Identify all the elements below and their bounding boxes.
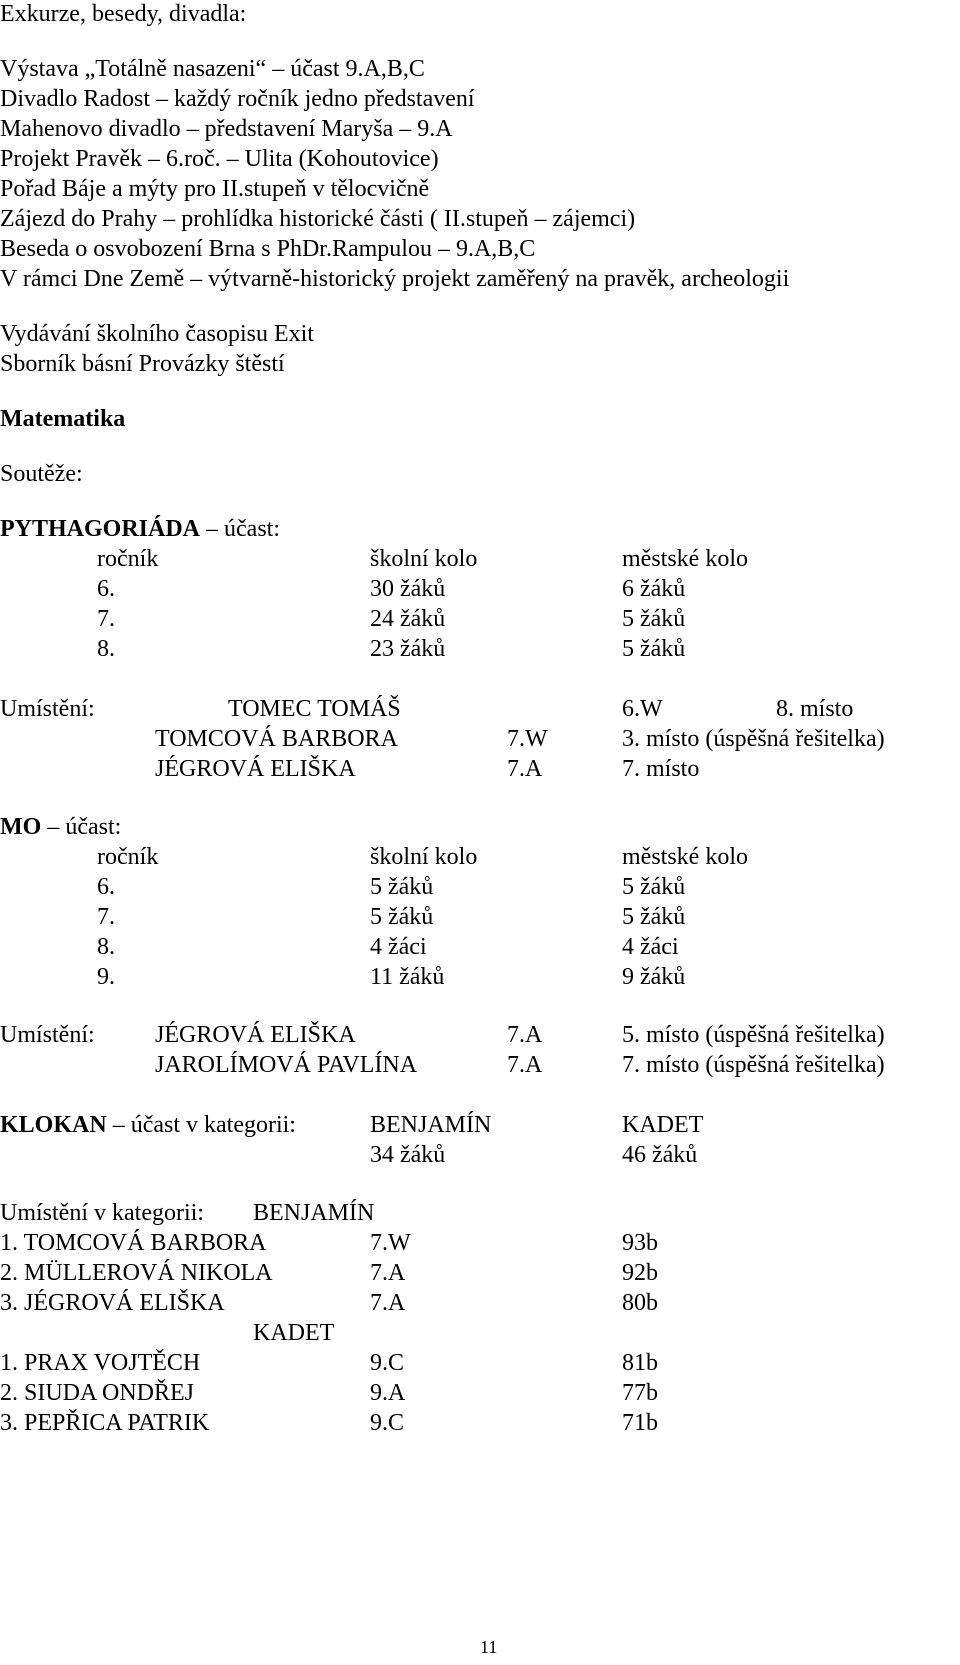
placement-name: TOMEC TOMÁŠ (228, 696, 401, 722)
section-heading-excursions: Exkurze, besedy, divadla: (0, 1, 247, 27)
table-header: školní kolo (370, 844, 478, 870)
placement-class: 7.A (507, 1052, 543, 1078)
result-score: 71b (622, 1410, 658, 1436)
placement-label: Umístění v kategorii: (0, 1200, 204, 1226)
table-cell: 5 žáků (622, 874, 686, 900)
excursion-item: Beseda o osvobození Brna s PhDr.Rampulou – 9.A,B,C (0, 236, 536, 262)
excursion-item: Pořad Báje a mýty pro II.stupeň v tělocvičně (0, 176, 430, 202)
publication-item: Sborník básní Provázky štěstí (0, 351, 285, 377)
category-label: BENJAMÍN (253, 1200, 375, 1226)
placement-rank: 7. místo (622, 756, 700, 782)
placement-name: JÉGROVÁ ELIŠKA (155, 756, 356, 782)
table-cell: 8. (97, 636, 115, 662)
result-class: 9.C (370, 1350, 405, 1376)
table-cell: 30 žáků (370, 576, 446, 602)
table-header: školní kolo (370, 546, 478, 572)
placement-class: 7.W (507, 726, 548, 752)
result-name: 1. PRAX VOJTĚCH (0, 1350, 201, 1376)
contest-name: MO (0, 814, 42, 840)
placement-rank: 7. místo (úspěšná řešitelka) (622, 1052, 885, 1078)
contest-name: PYTHAGORIÁDA (0, 516, 201, 542)
result-class: 9.C (370, 1410, 405, 1436)
contests-label: Soutěže: (0, 461, 83, 487)
excursion-item: Výstava „Totálně nasazeni“ – účast 9.A,B,C (0, 56, 425, 82)
category-count: 46 žáků (622, 1142, 698, 1168)
publication-item: Vydávání školního časopisu Exit (0, 321, 314, 347)
pythagoriada-title (0, 517, 280, 541)
table-header: ročník (97, 546, 159, 572)
table-cell: 6. (97, 576, 115, 602)
table-cell: 5 žáků (622, 606, 686, 632)
table-cell: 5 žáků (622, 904, 686, 930)
category-count: 34 žáků (370, 1142, 446, 1168)
result-class: 7.A (370, 1290, 406, 1316)
result-name: 2. SIUDA ONDŘEJ (0, 1380, 195, 1406)
section-heading-math: Matematika (0, 406, 126, 432)
placement-rank: 8. místo (776, 696, 854, 722)
result-class: 7.W (370, 1230, 411, 1256)
contest-suffix: – účast: (206, 516, 280, 542)
table-cell: 7. (97, 606, 115, 632)
table-header: městské kolo (622, 546, 748, 572)
excursion-item: Divadlo Radost – každý ročník jedno představení (0, 86, 475, 112)
table-cell: 5 žáků (622, 636, 686, 662)
mo-title (0, 815, 121, 839)
result-score: 77b (622, 1380, 658, 1406)
table-cell: 5 žáků (370, 904, 434, 930)
excursion-item: Projekt Pravěk – 6.roč. – Ulita (Kohoutovice) (0, 146, 439, 172)
result-score: 81b (622, 1350, 658, 1376)
table-cell: 5 žáků (370, 874, 434, 900)
result-name: 2. MÜLLEROVÁ NIKOLA (0, 1260, 273, 1286)
category-header: BENJAMÍN (370, 1112, 492, 1138)
category-label: KADET (253, 1320, 335, 1346)
table-cell: 24 žáků (370, 606, 446, 632)
klokan-title (0, 1113, 296, 1137)
table-cell: 6 žáků (622, 576, 686, 602)
placement-name: TOMCOVÁ BARBORA (155, 726, 398, 752)
placement-class: 7.A (507, 756, 543, 782)
result-class: 7.A (370, 1260, 406, 1286)
contest-suffix: – účast v kategorii: (112, 1112, 296, 1138)
table-cell: 4 žáci (370, 934, 427, 960)
result-score: 92b (622, 1260, 658, 1286)
table-cell: 7. (97, 904, 115, 930)
placement-rank: 5. místo (úspěšná řešitelka) (622, 1022, 885, 1048)
table-cell: 8. (97, 934, 115, 960)
table-cell: 4 žáci (622, 934, 679, 960)
table-header: ročník (97, 844, 159, 870)
placement-name: JAROLÍMOVÁ PAVLÍNA (155, 1052, 418, 1078)
table-cell: 11 žáků (370, 964, 445, 990)
result-name: 1. TOMCOVÁ BARBORA (0, 1230, 267, 1256)
result-score: 80b (622, 1290, 658, 1316)
contest-suffix: – účast: (47, 814, 122, 840)
placement-class: 7.A (507, 1022, 543, 1048)
excursion-item: V rámci Dne Země – výtvarně-historický projekt zaměřený na pravěk, archeologii (0, 266, 790, 292)
result-name: 3. PEPŘICA PATRIK (0, 1410, 210, 1436)
contest-name: KLOKAN (0, 1112, 107, 1138)
placement-name: JÉGROVÁ ELIŠKA (155, 1022, 356, 1048)
result-name: 3. JÉGROVÁ ELIŠKA (0, 1290, 225, 1316)
excursion-item: Zájezd do Prahy – prohlídka historické části ( II.stupeň – zájemci) (0, 206, 636, 232)
table-cell: 9. (97, 964, 115, 990)
result-class: 9.A (370, 1380, 406, 1406)
placement-label: Umístění: (0, 1022, 95, 1048)
table-cell: 9 žáků (622, 964, 686, 990)
result-score: 93b (622, 1230, 658, 1256)
table-header: městské kolo (622, 844, 748, 870)
placement-label: Umístění: (0, 696, 95, 722)
placement-class: 6.W (622, 696, 663, 722)
category-header: KADET (622, 1112, 704, 1138)
table-cell: 6. (97, 874, 115, 900)
page-number: 11 (480, 1637, 498, 1657)
table-cell: 23 žáků (370, 636, 446, 662)
excursion-item: Mahenovo divadlo – představení Maryša – 9.A (0, 116, 453, 142)
placement-rank: 3. místo (úspěšná řešitelka) (622, 726, 885, 752)
